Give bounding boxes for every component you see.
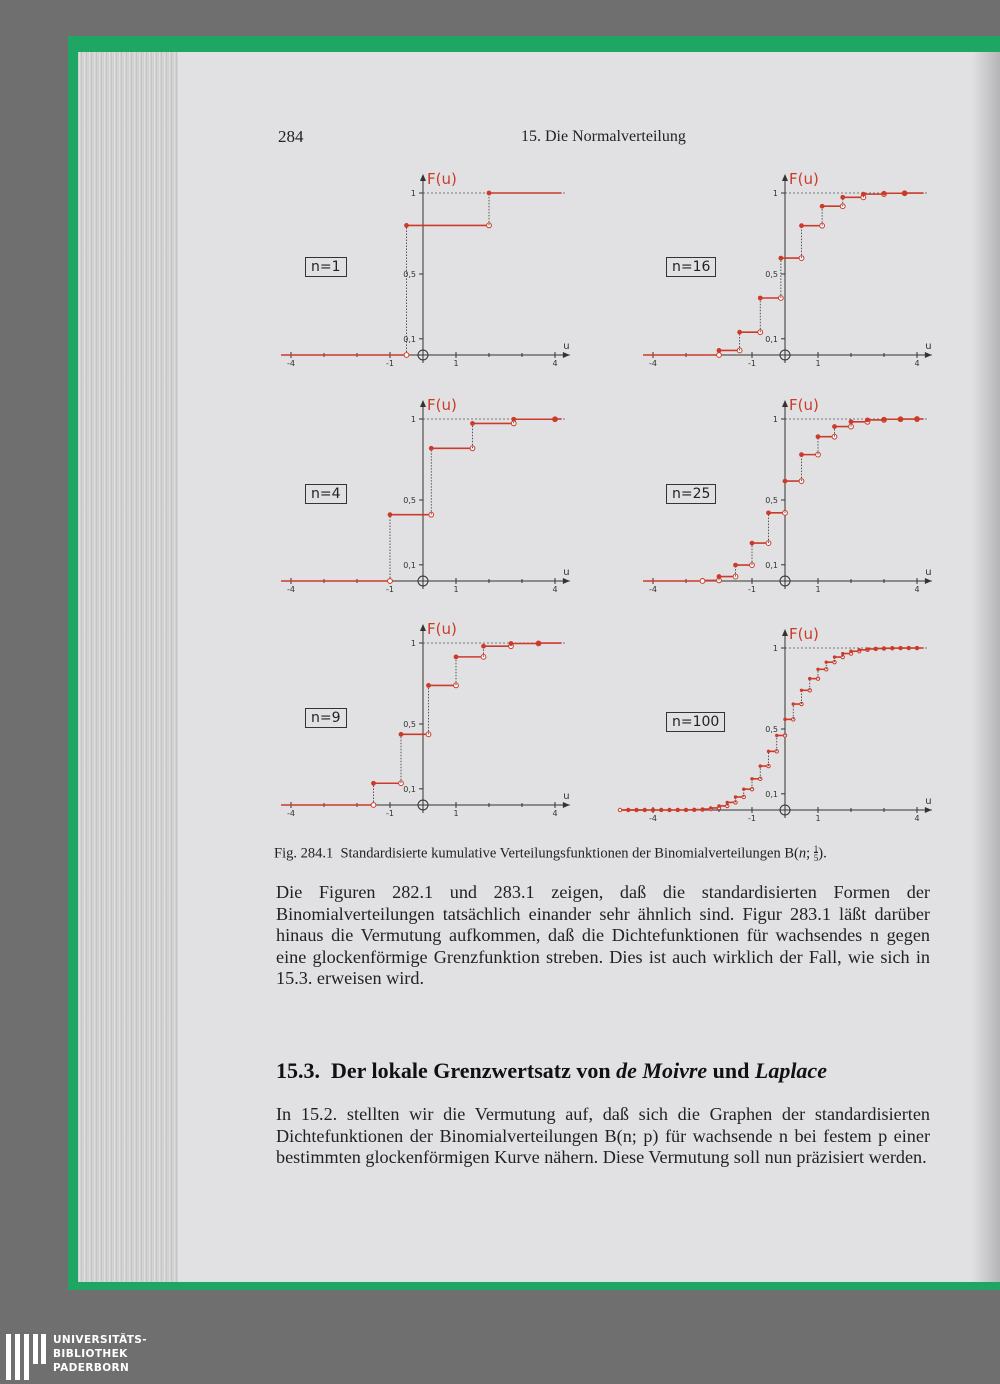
caption-prefix: Fig. 284.1 <box>274 845 334 862</box>
x-tick-label: 1 <box>815 585 821 594</box>
frac-den: 5 <box>813 853 819 863</box>
x-tick-label: -1 <box>748 585 756 594</box>
y-tick-label: 1 <box>410 415 416 424</box>
y-tick-label: 1 <box>772 189 778 198</box>
section-title-b: und <box>712 1058 750 1083</box>
figure-caption: Fig. 284.1 Standardisierte kumulative Verteilungsfunktionen der Binomialverteilungen B(n; $\frac{1}{5}$). <box>274 844 827 863</box>
x-tick-label: -1 <box>386 809 394 818</box>
x-tick-label: -4 <box>649 585 657 594</box>
x-axis-label: u <box>925 341 932 352</box>
section-heading <box>276 1058 827 1084</box>
x-tick-label: -1 <box>386 585 394 594</box>
library-mark-icon <box>6 1334 46 1380</box>
x-axis-label: u <box>563 341 570 352</box>
y-axis-label: F(u) <box>789 396 819 415</box>
y-axis-label: F(u) <box>789 170 819 189</box>
caption-end: ). <box>818 845 827 862</box>
x-axis-label: u <box>563 567 570 578</box>
y-tick-label: 0,1 <box>403 784 416 794</box>
panel-label-n100: n=100 <box>666 712 725 732</box>
x-tick-label: 1 <box>453 359 459 368</box>
panel-label-n9: n=9 <box>305 708 347 728</box>
x-tick-label: 4 <box>914 359 920 368</box>
library-logo <box>0 1300 200 1384</box>
y-tick-label: 1 <box>772 415 778 424</box>
y-tick-label: 0,5 <box>765 496 778 505</box>
panel-label-n1: n=1 <box>305 257 347 277</box>
section-name-2: Laplace <box>754 1058 827 1083</box>
page-edges <box>78 52 182 1282</box>
y-tick-label: 0,1 <box>403 334 416 344</box>
y-axis-label: F(u) <box>427 170 457 189</box>
paragraph-1: Die Figuren 282.1 und 283.1 zeigen, daß die standardisierten Formen der Binomialverteilungen tatsächlich einander sehr ähnlich sind. Figur 283.1 läßt darüber hinaus die Vermutung aufkommen, daß die Dichtefunktionen für wachsendes n gegen eine glockenförmige Grenzfunktion streben. Dies ist auch wirklich der Fall, wie sich in 15.3. erweisen wird. <box>276 882 930 988</box>
x-axis-label: u <box>925 567 932 578</box>
section-name-1: de Moivre <box>616 1058 708 1083</box>
book-page <box>178 52 1000 1282</box>
page-number: 284 <box>278 127 304 146</box>
y-tick-label: 0,1 <box>403 560 416 570</box>
library-line-2: BIBLIOTHEK <box>53 1348 128 1360</box>
panel-label-n25: n=25 <box>666 484 716 504</box>
x-tick-label: -4 <box>649 814 657 823</box>
library-line-3: PADERBORN <box>53 1362 130 1374</box>
x-tick-label: 4 <box>552 809 558 818</box>
x-tick-label: -1 <box>386 359 394 368</box>
y-axis-label: F(u) <box>427 620 457 639</box>
frac-num: 1 <box>813 844 819 854</box>
x-tick-label: 1 <box>453 809 459 818</box>
x-tick-label: 1 <box>815 814 821 823</box>
x-tick-label: 4 <box>552 359 558 368</box>
y-tick-label: 1 <box>772 644 778 653</box>
x-tick-label: -4 <box>287 585 295 594</box>
caption-n: n <box>798 845 807 862</box>
caption-text: Standardisierte kumulative Verteilungsfunktionen der Binomialverteilungen B( <box>340 845 799 862</box>
y-tick-label: 0,5 <box>765 725 778 734</box>
y-tick-label: 0,5 <box>403 270 416 279</box>
y-tick-label: 0,5 <box>403 496 416 505</box>
section-number: 15.3. <box>276 1058 320 1083</box>
running-header: 15. Die Normalverteilung <box>521 128 686 145</box>
x-tick-label: -1 <box>748 814 756 823</box>
x-axis-label: u <box>563 791 570 802</box>
x-tick-label: 1 <box>815 359 821 368</box>
y-tick-label: 0,1 <box>765 560 778 570</box>
y-tick-label: 0,5 <box>765 270 778 279</box>
library-line-1: UNIVERSITÄTS- <box>53 1334 148 1346</box>
panel-label-n16: n=16 <box>666 257 716 277</box>
y-tick-label: 0,1 <box>765 789 778 799</box>
y-axis-label: F(u) <box>789 625 819 644</box>
x-tick-label: -4 <box>649 359 657 368</box>
x-tick-label: -4 <box>287 809 295 818</box>
paragraph-2: In 15.2. stellten wir die Vermutung auf, daß sich die Graphen der standardisierten Dichtefunktionen der Binomialverteilungen B(n; p) für wachsende n bei festem p einer bestimmten glockenförmigen Kurve nähern. Diese Vermutung soll nun präzisiert werden. <box>276 1104 930 1167</box>
y-axis-label: F(u) <box>427 396 457 415</box>
y-tick-label: 0,1 <box>765 334 778 344</box>
page-gutter <box>972 52 1000 1282</box>
x-tick-label: 4 <box>914 814 920 823</box>
y-tick-label: 1 <box>410 189 416 198</box>
y-tick-label: 1 <box>410 639 416 648</box>
x-axis-label: u <box>925 796 932 807</box>
x-tick-label: -1 <box>748 359 756 368</box>
panel-label-n4: n=4 <box>305 484 347 504</box>
y-tick-label: 0,5 <box>403 720 416 729</box>
section-title-a: Der lokale Grenzwertsatz von <box>331 1058 611 1083</box>
x-tick-label: -4 <box>287 359 295 368</box>
x-tick-label: 1 <box>453 585 459 594</box>
x-tick-label: 4 <box>914 585 920 594</box>
x-tick-label: 4 <box>552 585 558 594</box>
